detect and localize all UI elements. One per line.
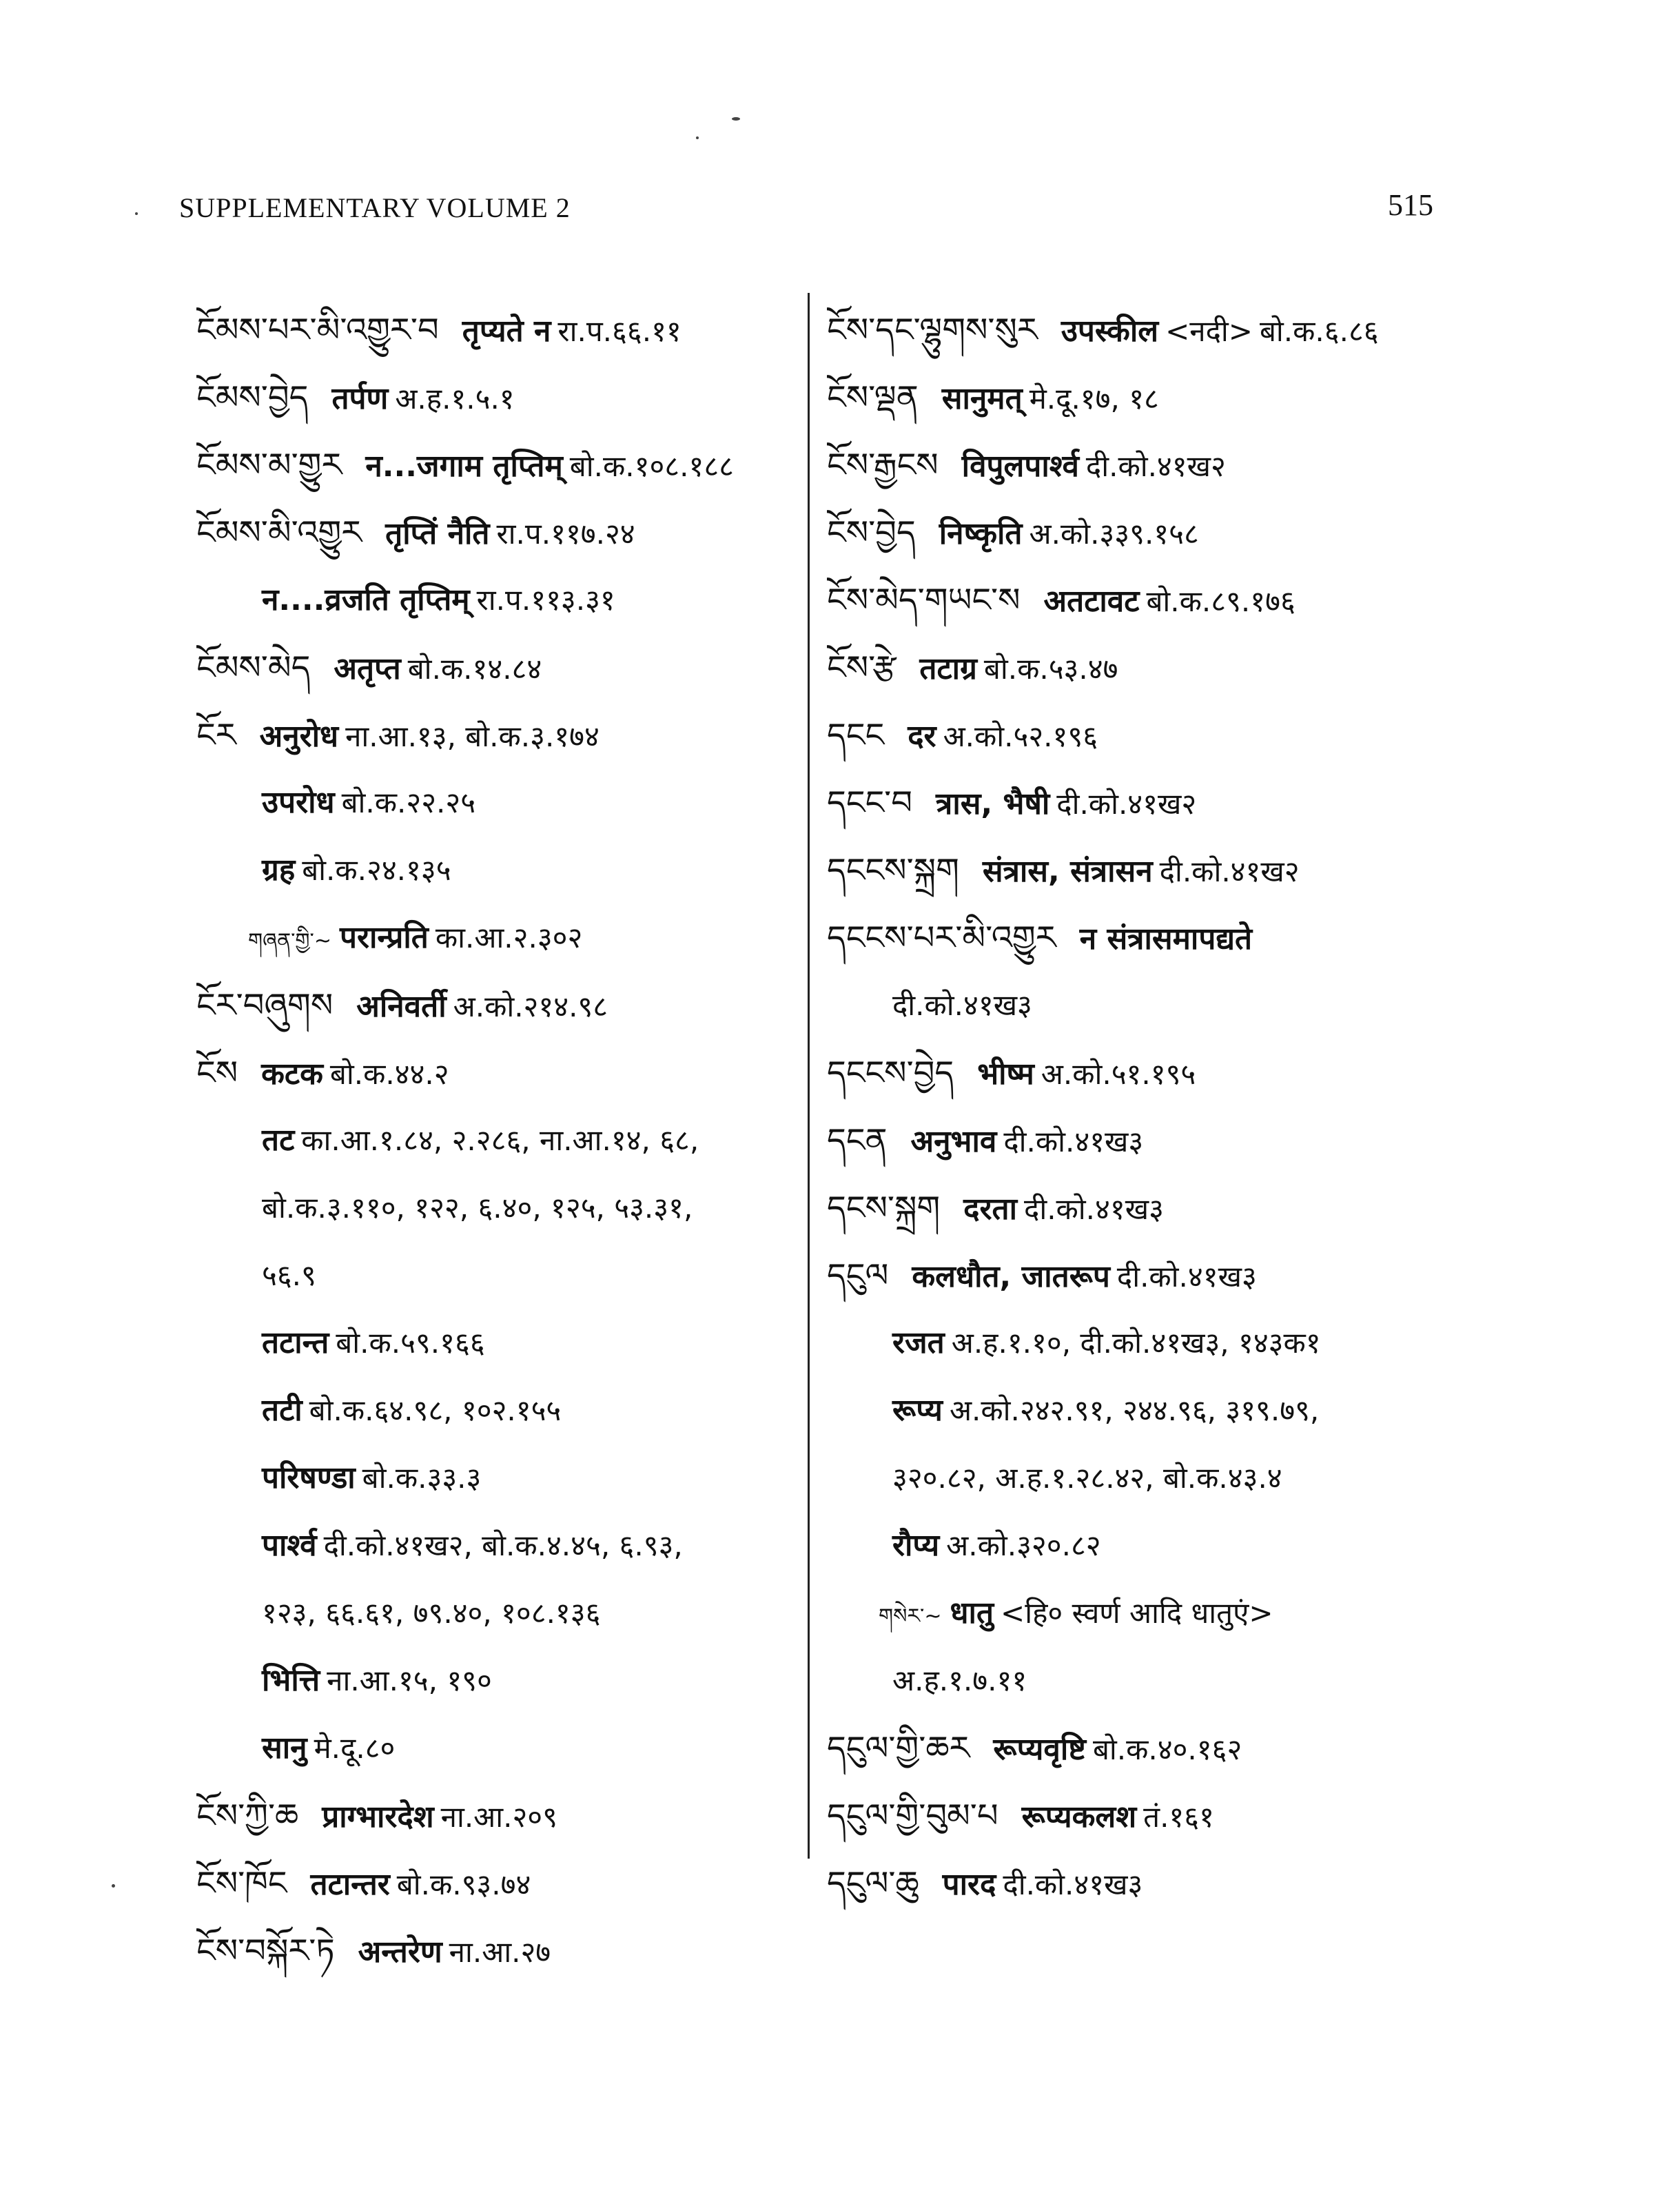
source-reference: अ.ह.१.७.११ bbox=[892, 1664, 1027, 1697]
sanskrit-equivalent: दरता bbox=[963, 1192, 1018, 1227]
source-reference: बो.क.३३.३ bbox=[362, 1461, 482, 1495]
sanskrit-equivalent: निष्कृति bbox=[939, 516, 1023, 551]
source-reference: रा.प.११३.३१ bbox=[476, 583, 615, 617]
dictionary-entry bbox=[827, 1782, 1447, 1850]
dictionary-entry bbox=[827, 364, 1447, 431]
dictionary-entry bbox=[196, 499, 803, 566]
tibetan-headword: ངོས་ལྡན bbox=[827, 378, 919, 417]
running-head: SUPPLEMENTARY VOLUME 2 bbox=[179, 192, 571, 223]
tibetan-headword: ངོམས་པར་མི་འགྱུར་བ bbox=[196, 311, 439, 349]
dictionary-subentry bbox=[196, 1715, 803, 1782]
sanskrit-equivalent: पारद bbox=[942, 1867, 996, 1902]
source-reference: रा.प.६६.११ bbox=[557, 314, 682, 348]
source-reference: का.आ.२.३०२ bbox=[435, 921, 583, 954]
tibetan-headword: ངོས་ཁོང bbox=[196, 1864, 287, 1903]
dictionary-subentry bbox=[827, 1647, 1447, 1715]
dictionary-subentry bbox=[196, 1444, 803, 1512]
sanskrit-equivalent: रूप्य bbox=[892, 1393, 943, 1428]
tibetan-headword: ངོས་རྩེ bbox=[827, 648, 897, 687]
source-reference: दी.को.४१ख३ bbox=[1003, 1868, 1143, 1901]
dictionary-entry bbox=[827, 1242, 1447, 1309]
dictionary-subentry bbox=[196, 1377, 803, 1444]
dictionary-entry bbox=[196, 702, 803, 769]
source-reference: १२३, ६६.६१, ७९.४०, १०८.१३६ bbox=[262, 1596, 601, 1630]
source-reference: अ.को.२४२.९१, २४४.९६, ३१९.७९, bbox=[949, 1393, 1320, 1427]
sanskrit-equivalent: परान्प्रति bbox=[340, 920, 429, 955]
tibetan-headword: ངོས་རྒྱངས bbox=[827, 446, 939, 484]
sanskrit-equivalent: संत्रास, संत्रासन bbox=[982, 854, 1153, 889]
dictionary-subentry bbox=[196, 904, 803, 972]
tibetan-prefix: གསེར་~ bbox=[879, 1604, 942, 1628]
source-reference: अ.ह.१.१०, दी.को.४१ख३, १४३क१ bbox=[951, 1326, 1321, 1360]
dictionary-subentry bbox=[827, 1444, 1447, 1512]
source-reference: ना.आ.२०९ bbox=[440, 1800, 557, 1834]
tibetan-headword: དངང་བ bbox=[827, 784, 913, 822]
tibetan-headword: ངོར་བཞུགས bbox=[196, 986, 334, 1025]
sanskrit-equivalent: प्राग्भारदेश bbox=[322, 1799, 434, 1835]
dictionary-entry bbox=[827, 431, 1447, 499]
dictionary-entry bbox=[827, 499, 1447, 566]
tibetan-headword: དངུལ་ཆུ bbox=[827, 1864, 919, 1903]
source-reference: दी.को.४१ख३ bbox=[1024, 1192, 1164, 1226]
sanskrit-equivalent: पार्श्व bbox=[262, 1528, 317, 1563]
dictionary-subentry bbox=[196, 837, 803, 904]
dictionary-entry bbox=[827, 837, 1447, 904]
sanskrit-equivalent: न...जगाम तृप्तिम् bbox=[365, 449, 563, 484]
sanskrit-equivalent: उपरोध bbox=[262, 785, 335, 820]
dictionary-subentry bbox=[196, 1174, 803, 1242]
dictionary-entry bbox=[827, 1850, 1447, 1917]
dictionary-subentry bbox=[196, 1647, 803, 1715]
sanskrit-equivalent: उपस्कील bbox=[1061, 314, 1159, 349]
source-reference: का.आ.१.८४, २.२८६, ना.आ.१४, ६८, bbox=[301, 1123, 699, 1157]
dictionary-subentry bbox=[196, 1242, 803, 1309]
source-reference: बो.क.१४.८४ bbox=[407, 652, 542, 686]
sanskrit-equivalent: त्रास, भैषी bbox=[936, 786, 1050, 821]
source-reference: अ.को.२१४.९८ bbox=[453, 990, 608, 1023]
dictionary-entry bbox=[196, 972, 803, 1039]
left-column bbox=[196, 296, 803, 1985]
dictionary-entry bbox=[196, 431, 803, 499]
source-reference: ३२०.८२, अ.ह.१.२८.४२, बो.क.४३.४ bbox=[892, 1461, 1282, 1495]
source-reference: बो.क.१०८.१८८ bbox=[569, 449, 735, 483]
sanskrit-equivalent: दर bbox=[908, 719, 936, 754]
tibetan-headword: དངངས་པར་མི་འགྱུར bbox=[827, 919, 1056, 957]
source-reference: दी.को.४१ख२, बो.क.४.४५, ६.९३, bbox=[323, 1529, 683, 1562]
scan-speck bbox=[135, 212, 138, 215]
dictionary-entry bbox=[196, 1917, 803, 1985]
dictionary-subentry bbox=[196, 1580, 803, 1647]
sanskrit-equivalent: रूप्यकलश bbox=[1021, 1799, 1137, 1835]
running-header bbox=[179, 188, 1433, 233]
sanskrit-equivalent: कटक bbox=[261, 1056, 323, 1092]
dictionary-entry bbox=[196, 364, 803, 431]
dictionary-subentry bbox=[196, 566, 803, 634]
sanskrit-equivalent: रौप्य bbox=[892, 1528, 940, 1563]
sanskrit-equivalent: सानुमत् bbox=[941, 381, 1023, 416]
source-reference: अ.ह.१.५.१ bbox=[395, 382, 515, 416]
dictionary-subentry bbox=[196, 1309, 803, 1377]
source-reference: बो.क.५९.१६६ bbox=[336, 1326, 485, 1360]
tibetan-headword: དངུལ་གྱི་ཆར bbox=[827, 1729, 970, 1768]
sanskrit-equivalent: अतृप्त bbox=[334, 651, 401, 686]
source-reference: मे.दू.१७, १८ bbox=[1029, 382, 1159, 416]
dictionary-subentry bbox=[196, 1512, 803, 1580]
tibetan-headword: དངུལ bbox=[827, 1256, 889, 1295]
dictionary-subentry bbox=[827, 1377, 1447, 1444]
dictionary-entry bbox=[827, 566, 1447, 634]
tibetan-headword: དངུལ་གྱི་བུམ་པ bbox=[827, 1797, 998, 1835]
tibetan-headword: ངོམས་མི་འགྱུར bbox=[196, 513, 362, 552]
tibetan-headword: དངས་སྐྲག bbox=[827, 1189, 941, 1227]
source-reference: रा.प.११७.२४ bbox=[496, 517, 635, 551]
dictionary-subentry bbox=[196, 1107, 803, 1174]
dictionary-entry bbox=[196, 296, 803, 364]
sanskrit-equivalent: न....व्रजति तृप्तिम् bbox=[262, 582, 470, 617]
source-reference: ना.आ.२७ bbox=[449, 1935, 551, 1969]
dictionary-subentry bbox=[827, 1580, 1447, 1647]
page-number: 515 bbox=[1388, 188, 1433, 222]
sanskrit-equivalent: कलधौत, जातरूप bbox=[912, 1259, 1110, 1294]
sanskrit-equivalent: रजत bbox=[892, 1325, 945, 1360]
sanskrit-equivalent: तट bbox=[262, 1123, 295, 1158]
dictionary-entry bbox=[827, 702, 1447, 769]
sanskrit-equivalent: तटी bbox=[262, 1393, 303, 1428]
dictionary-entry bbox=[196, 1850, 803, 1917]
source-reference: दी.को.४१ख३ bbox=[1003, 1125, 1144, 1158]
sanskrit-equivalent: रूप्यवृष्टि bbox=[993, 1732, 1086, 1767]
dictionary-entry bbox=[827, 769, 1447, 837]
source-reference: बो.क.४४.२ bbox=[329, 1057, 449, 1091]
source-reference: बो.क.८९.१७६ bbox=[1146, 584, 1295, 618]
sanskrit-equivalent: न संत्रासमापद्यते bbox=[1079, 921, 1253, 957]
source-reference: बो.क.२२.२५ bbox=[341, 786, 476, 819]
dictionary-entry bbox=[827, 296, 1447, 364]
tibetan-headword: ངོམས་བྱེད bbox=[196, 378, 309, 417]
source-reference: ५६.९ bbox=[262, 1258, 316, 1292]
source-reference: बो.क.५३.४७ bbox=[983, 652, 1118, 686]
tibetan-headword: ངོམས་མ་གྱུར bbox=[196, 446, 342, 484]
dictionary-entry bbox=[196, 1039, 803, 1107]
dictionary-entry bbox=[196, 634, 803, 702]
gloss-note: <नदी> bbox=[1165, 314, 1253, 348]
sanskrit-equivalent: ग्रह bbox=[262, 852, 296, 888]
sanskrit-equivalent: तटान्तर bbox=[310, 1867, 390, 1902]
source-reference: दी.को.४१ख३ bbox=[1116, 1260, 1257, 1294]
tibetan-headword: ངོས་ཀྱི་ཆ bbox=[196, 1797, 299, 1835]
dictionary-subentry bbox=[827, 972, 1447, 1039]
sanskrit-equivalent: अनिवर्ती bbox=[356, 989, 447, 1024]
source-reference: अ.को.३२०.८२ bbox=[946, 1529, 1101, 1562]
tibetan-headword: དངན bbox=[827, 1121, 888, 1160]
sanskrit-equivalent: भित्ति bbox=[262, 1663, 320, 1698]
source-reference: बो.क.२४.१३५ bbox=[302, 853, 451, 887]
tibetan-headword: ངོས་བསྐོར་ཏེ bbox=[196, 1932, 335, 1970]
tibetan-headword: དངངས་སྐྲག bbox=[827, 851, 959, 890]
sanskrit-equivalent: तृप्तिं नैति bbox=[385, 516, 490, 551]
scan-speck bbox=[696, 136, 699, 139]
tibetan-headword: ངོས་དང་ལྷུགས་སུར bbox=[827, 311, 1038, 349]
tibetan-headword: ངོར bbox=[196, 716, 236, 755]
dictionary-subentry bbox=[827, 1512, 1447, 1580]
dictionary-entry bbox=[196, 1782, 803, 1850]
tibetan-headword: དངངས་བྱེད bbox=[827, 1054, 954, 1092]
tibetan-headword: ངོས་མེད་གཡང་ས bbox=[827, 581, 1021, 620]
source-reference: तं.१६१ bbox=[1143, 1800, 1214, 1834]
source-reference: दी.को.४१ख२ bbox=[1085, 449, 1226, 483]
dictionary-subentry bbox=[196, 769, 803, 837]
sanskrit-equivalent: सानु bbox=[262, 1730, 307, 1766]
source-reference: <हि० स्वर्ण आदि धातुएं> bbox=[1001, 1596, 1273, 1630]
column-divider bbox=[808, 293, 810, 1859]
source-reference: अ.को.३३९.१५८ bbox=[1029, 517, 1199, 551]
dictionary-entry bbox=[827, 1174, 1447, 1242]
dictionary-entry bbox=[827, 904, 1447, 972]
tibetan-headword: དངང bbox=[827, 716, 885, 755]
sanskrit-equivalent: अनुरोध bbox=[259, 719, 339, 754]
dictionary-subentry bbox=[827, 1309, 1447, 1377]
sanskrit-equivalent: अन्तरेण bbox=[358, 1934, 442, 1970]
source-reference: दी.को.४१ख३ bbox=[892, 988, 1032, 1022]
dictionary-entry bbox=[827, 1039, 1447, 1107]
tibetan-headword: ངོམས་མེད bbox=[196, 648, 311, 687]
source-reference: ना.आ.१५, १९० bbox=[327, 1664, 492, 1697]
tibetan-prefix: གཞན་གྱི་~ bbox=[248, 929, 331, 953]
scan-speck bbox=[112, 1884, 115, 1888]
sanskrit-equivalent: तटान्त bbox=[262, 1325, 329, 1360]
dictionary-entry bbox=[827, 1107, 1447, 1174]
source-reference: बो.क.९३.७४ bbox=[396, 1868, 531, 1901]
source-reference: ना.आ.१३, बो.क.३.१७४ bbox=[345, 719, 600, 753]
sanskrit-equivalent: परिषण्डा bbox=[262, 1460, 356, 1495]
sanskrit-equivalent: तटाग्र bbox=[919, 651, 977, 686]
source-reference: अ.को.५१.१९५ bbox=[1041, 1057, 1196, 1091]
sanskrit-equivalent: विपुलपार्श्व bbox=[961, 449, 1079, 484]
source-reference: दी.को.४१ख२ bbox=[1056, 787, 1197, 821]
dictionary-entry bbox=[827, 1715, 1447, 1782]
sanskrit-equivalent: तृप्यते न bbox=[462, 314, 551, 349]
sanskrit-equivalent: अनुभाव bbox=[910, 1124, 997, 1159]
source-reference: दी.को.४१ख२ bbox=[1159, 855, 1300, 888]
source-reference: बो.क.६.८६ bbox=[1259, 314, 1379, 348]
sanskrit-equivalent: तर्पण bbox=[331, 381, 389, 416]
source-reference: बो.क.३.११०, १२२, ६.४०, १२५, ५३.३१, bbox=[262, 1191, 693, 1225]
dictionary-entry bbox=[827, 634, 1447, 702]
tibetan-headword: ངོས bbox=[196, 1054, 238, 1092]
scan-speck bbox=[732, 117, 740, 121]
sanskrit-equivalent: अतटावट bbox=[1043, 584, 1140, 619]
source-reference: बो.क.४०.१६२ bbox=[1092, 1733, 1242, 1766]
sanskrit-equivalent: धातु bbox=[950, 1595, 994, 1631]
sanskrit-equivalent: भीष्म bbox=[977, 1056, 1034, 1092]
tibetan-headword: ངོས་བྱེད bbox=[827, 513, 916, 552]
source-reference: बो.क.६४.९८, १०२.१५५ bbox=[309, 1393, 562, 1427]
right-column bbox=[827, 296, 1447, 1917]
source-reference: मे.दू.८० bbox=[314, 1731, 396, 1765]
source-reference: अ.को.५२.१९६ bbox=[943, 719, 1098, 753]
